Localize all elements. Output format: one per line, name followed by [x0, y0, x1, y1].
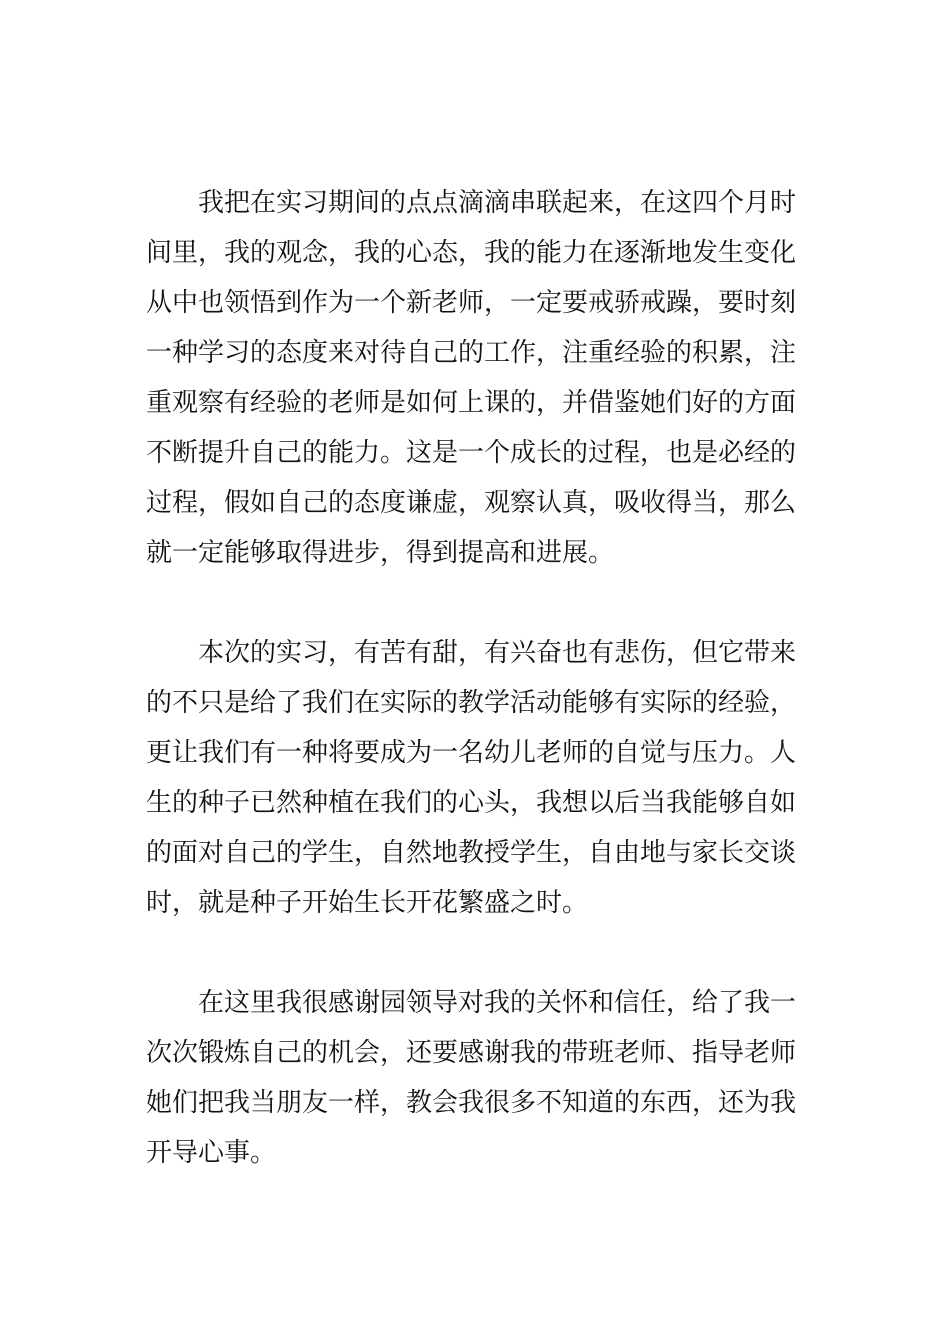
paragraph-line: 时，就是种子开始生长开花繁盛之时。 [146, 888, 589, 918]
paragraph-line: 次次锻炼自己的机会，还要感谢我的带班老师、指导老师 [146, 1038, 797, 1068]
paragraph-line: 过程，假如自己的态度谦虚，观察认真，吸收得当，那么 [146, 488, 797, 518]
paragraph-line: 我把在实习期间的点点滴滴串联起来，在这四个月时 [198, 188, 797, 218]
paragraph-line: 间里，我的观念，我的心态，我的能力在逐渐地发生变化 [146, 238, 797, 268]
document-body [146, 178, 806, 1178]
paragraph-line: 就一定能够取得进步，得到提高和进展。 [146, 538, 615, 568]
paragraph-line: 的面对自己的学生，自然地教授学生，自由地与家长交谈 [146, 838, 797, 868]
paragraph-line: 更让我们有一种将要成为一名幼儿老师的自觉与压力。人 [146, 738, 797, 768]
paragraph-line: 一种学习的态度来对待自己的工作，注重经验的积累，注 [146, 338, 797, 368]
paragraph-1 [146, 178, 806, 578]
paragraph-spacer [146, 578, 806, 628]
paragraph-line: 重观察有经验的老师是如何上课的，并借鉴她们好的方面 [146, 388, 797, 418]
paragraph-line: 她们把我当朋友一样，教会我很多不知道的东西，还为我 [146, 1088, 797, 1118]
paragraph-2 [146, 628, 806, 928]
paragraph-line: 在这里我很感谢园领导对我的关怀和信任，给了我一 [198, 988, 797, 1018]
paragraph-line: 生的种子已然种植在我们的心头，我想以后当我能够自如 [146, 788, 797, 818]
paragraph-line: 的不只是给了我们在实际的教学活动能够有实际的经验， [146, 688, 797, 718]
paragraph-line: 本次的实习，有苦有甜，有兴奋也有悲伤，但它带来 [198, 638, 797, 668]
paragraph-line: 从中也领悟到作为一个新老师，一定要戒骄戒躁，要时刻 [146, 288, 797, 318]
paragraph-line: 开导心事。 [146, 1138, 277, 1168]
paragraph-3 [146, 978, 806, 1178]
paragraph-spacer [146, 928, 806, 978]
paragraph-line: 不断提升自己的能力。这是一个成长的过程，也是必经的 [146, 438, 797, 468]
